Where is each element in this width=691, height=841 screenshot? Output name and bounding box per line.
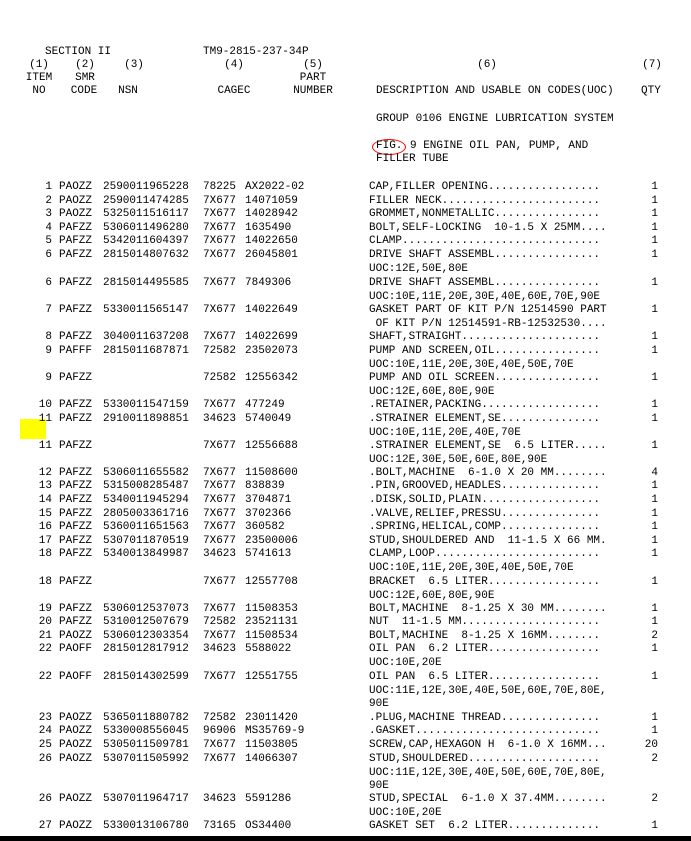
item-number: 19 <box>38 603 52 615</box>
nsn: 5315008285487 <box>103 480 189 492</box>
part-number: 12556342 <box>245 372 298 384</box>
smr-code: PAFZZ <box>59 399 93 411</box>
cagec: 72582 <box>203 372 237 384</box>
description-line: UOC:10E,11E,20E,40E,70E <box>369 426 521 439</box>
cagec: 34623 <box>203 548 237 560</box>
nsn: 5307011505992 <box>103 753 189 765</box>
smr-code: PAOZZ <box>59 725 93 737</box>
part-number: 7849306 <box>245 277 292 289</box>
nsn: 5330011547159 <box>103 399 189 411</box>
col-part-label-1: PART <box>299 72 327 84</box>
cagec: 7X677 <box>203 671 237 683</box>
quantity: 1 <box>651 304 658 316</box>
smr-code: PAFZZ <box>59 508 93 520</box>
part-number: 5741613 <box>245 548 292 560</box>
description-line: UOC:10E,11E,20E,30E,40E,60E,70E,90E <box>369 290 601 303</box>
quantity: 1 <box>651 331 658 343</box>
description-line: DRIVE SHAFT ASSEMBL................ <box>369 249 601 261</box>
nsn: 5342011604397 <box>103 235 189 247</box>
nsn: 5306011655582 <box>103 467 189 479</box>
quantity: 1 <box>651 277 658 289</box>
cagec: 7X677 <box>203 304 237 316</box>
item-number: 22 <box>38 671 52 683</box>
bottom-edge-bar <box>0 836 691 841</box>
cagec: 7X677 <box>203 630 237 642</box>
smr-code: PAOZZ <box>59 208 93 220</box>
description-line: .GASKET............................ <box>369 725 601 737</box>
part-number: 11508534 <box>245 630 298 642</box>
item-number: 26 <box>38 793 52 805</box>
nsn: 5306012303354 <box>103 630 189 642</box>
smr-code: PAOZZ <box>59 793 93 805</box>
quantity: 1 <box>651 480 658 492</box>
part-number: 23011420 <box>245 712 298 724</box>
item-number: 2 <box>45 195 52 207</box>
cagec: 7X677 <box>203 535 237 547</box>
item-number: 9 <box>45 345 52 357</box>
smr-code: PAFZZ <box>59 535 93 547</box>
nsn: 5360011651563 <box>103 521 189 533</box>
quantity: 4 <box>651 467 658 479</box>
smr-code: PAOZZ <box>59 181 93 193</box>
smr-code: PAOZZ <box>59 712 93 724</box>
item-number: 18 <box>38 576 52 588</box>
nsn: 5307011964717 <box>103 793 189 805</box>
description-line: CAP,FILLER OPENING................. <box>369 181 601 193</box>
quantity: 1 <box>651 548 658 560</box>
description-line: .SPRING,HELICAL,COMP............... <box>369 521 601 533</box>
item-number: 11 <box>38 440 52 452</box>
quantity: 1 <box>651 820 658 832</box>
item-number: 6 <box>45 277 52 289</box>
part-number: 5588022 <box>245 643 292 655</box>
cagec: 34623 <box>203 413 237 425</box>
part-number: OS34400 <box>245 820 292 832</box>
item-number: 7 <box>45 304 52 316</box>
part-number: AX2022-02 <box>245 181 305 193</box>
col-smr-label-1: SMR <box>75 72 95 84</box>
col-item-label-1: ITEM <box>25 72 53 84</box>
quantity: 1 <box>651 712 658 724</box>
cagec: 7X677 <box>203 508 237 520</box>
figure-title-line-1: 9 ENGINE OIL PAN, PUMP, AND <box>410 140 589 152</box>
nsn: 5365011880782 <box>103 712 189 724</box>
item-number: 8 <box>45 331 52 343</box>
smr-code: PAOZZ <box>59 739 93 751</box>
nsn: 5330013106780 <box>103 820 189 832</box>
part-number: 3704871 <box>245 494 292 506</box>
smr-code: PAFFF <box>59 345 93 357</box>
col-num-1: (1) <box>29 59 49 71</box>
description-line: 90E <box>369 698 389 710</box>
quantity: 1 <box>651 440 658 452</box>
part-number: 12557708 <box>245 576 298 588</box>
description-line: OF KIT P/N 12514591-RB-12532530.... <box>369 317 607 330</box>
item-number: 10 <box>38 399 52 411</box>
cagec: 7X677 <box>203 440 237 452</box>
smr-code: PAFZZ <box>59 521 93 533</box>
smr-code: PAOZZ <box>59 753 93 765</box>
description-line: 90E <box>369 780 389 792</box>
col-num-2: (2) <box>75 59 95 71</box>
smr-code: PAFZZ <box>59 222 93 234</box>
quantity: 1 <box>651 222 658 234</box>
item-number: 3 <box>45 208 52 220</box>
quantity: 1 <box>651 372 658 384</box>
description-line: UOC:10E,20E <box>369 656 442 669</box>
smr-code: PAFZZ <box>59 372 93 384</box>
cagec: 7X677 <box>203 277 237 289</box>
quantity: 1 <box>651 603 658 615</box>
smr-code: PAFZZ <box>59 467 93 479</box>
cagec: 7X677 <box>203 494 237 506</box>
quantity: 1 <box>651 235 658 247</box>
nsn: 5325011516117 <box>103 208 189 220</box>
quantity: 1 <box>651 643 658 655</box>
part-number: 11508353 <box>245 603 298 615</box>
nsn: 2815011687871 <box>103 345 189 357</box>
nsn: 2590011965228 <box>103 181 189 193</box>
smr-code: PAFZZ <box>59 413 93 425</box>
col-part-label-2: NUMBER <box>293 85 333 97</box>
smr-code: PAFZZ <box>59 494 93 506</box>
smr-code: PAOZZ <box>59 195 93 207</box>
nsn: 5310012507679 <box>103 616 189 628</box>
item-number: 20 <box>38 616 52 628</box>
nsn: 3040011637208 <box>103 331 189 343</box>
part-number: 12551755 <box>245 671 298 683</box>
description-line: UOC:10E,11E,20E,30E,40E,50E,70E <box>369 358 574 371</box>
figure-title-line-2: FILLER TUBE <box>376 153 449 165</box>
cagec: 96906 <box>203 725 237 737</box>
cagec: 72582 <box>203 712 237 724</box>
nsn: 5340011945294 <box>103 494 189 506</box>
item-number: 9 <box>45 372 52 384</box>
part-number: 14022649 <box>245 304 298 316</box>
nsn: 5340013849987 <box>103 548 189 560</box>
item-number: 13 <box>38 480 52 492</box>
description-line: UOC:11E,12E,30E,40E,50E,60E,70E,80E, <box>369 684 607 697</box>
description-line: STUD,SHOULDERED.................... <box>369 753 601 765</box>
quantity: 1 <box>651 399 658 411</box>
description-line: SCREW,CAP,HEXAGON H 6-1.0 X 16MM... <box>369 739 607 751</box>
description-line: BOLT,MACHINE 8-1.25 X 30 MM........ <box>369 603 607 615</box>
item-number: 21 <box>38 630 52 642</box>
description-line: .PIN,GROOVED,HEADLES............... <box>369 480 601 492</box>
part-number: 5740049 <box>245 413 292 425</box>
description-line: DRIVE SHAFT ASSEMBL................ <box>369 277 601 289</box>
col-qty-label: QTY <box>641 85 661 97</box>
part-number: 360582 <box>245 521 285 533</box>
cagec: 78225 <box>203 181 237 193</box>
cagec: 73165 <box>203 820 237 832</box>
part-number: 14028942 <box>245 208 298 220</box>
item-number: 1 <box>45 181 52 193</box>
group-title: GROUP 0106 ENGINE LUBRICATION SYSTEM <box>376 113 614 125</box>
part-number: 26045801 <box>245 249 298 261</box>
smr-code: PAFZZ <box>59 548 93 560</box>
cagec: 7X677 <box>203 603 237 615</box>
description-line: GASKET PART OF KIT P/N 12514590 PART <box>369 304 607 316</box>
description-line: GROMMET,NONMETALLIC................ <box>369 208 601 220</box>
item-number: 22 <box>38 643 52 655</box>
smr-code: PAOFF <box>59 671 93 683</box>
cagec: 34623 <box>203 643 237 655</box>
description-line: UOC:10E,11E,20E,30E,40E,50E,70E <box>369 561 574 574</box>
nsn: 2815014495585 <box>103 277 189 289</box>
description-line: .VALVE,RELIEF,PRESSU............... <box>369 508 601 520</box>
figure-label: FIG. <box>376 140 403 152</box>
description-line: OIL PAN 6.5 LITER................. <box>369 671 601 683</box>
part-number: 14066307 <box>245 753 298 765</box>
description-line: PUMP AND OIL SCREEN................ <box>369 372 601 384</box>
quantity: 1 <box>651 616 658 628</box>
description-line: SHAFT,STRAIGHT..................... <box>369 331 601 343</box>
nsn: 2815014302599 <box>103 671 189 683</box>
item-number: 6 <box>45 249 52 261</box>
description-line: OIL PAN 6.2 LITER................. <box>369 643 601 655</box>
description-line: STUD,SPECIAL 6-1.0 X 37.4MM........ <box>369 793 607 805</box>
item-number: 27 <box>38 820 52 832</box>
description-line: STUD,SHOULDERED AND 11-1.5 X 66 MM. <box>369 535 607 547</box>
quantity: 1 <box>651 181 658 193</box>
col-desc-label: DESCRIPTION AND USABLE ON CODES(UOC) <box>376 85 614 97</box>
description-line: .PLUG,MACHINE THREAD............... <box>369 712 601 724</box>
cagec: 7X677 <box>203 480 237 492</box>
item-number: 15 <box>38 508 52 520</box>
nsn: 5306012537073 <box>103 603 189 615</box>
quantity: 1 <box>651 725 658 737</box>
item-number: 11 <box>38 413 52 425</box>
nsn: 5306011496280 <box>103 222 189 234</box>
quantity: 1 <box>651 576 658 588</box>
smr-code: PAFZZ <box>59 440 93 452</box>
description-line: BOLT,MACHINE 8-1.25 X 16MM........ <box>369 630 601 642</box>
description-line: UOC:12E,50E,80E <box>369 262 469 275</box>
description-line: BRACKET 6.5 LITER................. <box>369 576 601 588</box>
part-number: 23502073 <box>245 345 298 357</box>
quantity: 1 <box>651 208 658 220</box>
item-number: 17 <box>38 535 52 547</box>
description-line: CLAMP,LOOP......................... <box>369 548 601 560</box>
item-number: 23 <box>38 712 52 724</box>
item-number: 14 <box>38 494 52 506</box>
quantity: 1 <box>651 413 658 425</box>
item-number: 18 <box>38 548 52 560</box>
item-number: 16 <box>38 521 52 533</box>
nsn: 5330011565147 <box>103 304 189 316</box>
description-line: UOC:12E,60E,80E,90E <box>369 589 495 602</box>
part-number: 5591286 <box>245 793 292 805</box>
smr-code: PAOFF <box>59 643 93 655</box>
quantity: 1 <box>651 508 658 520</box>
item-number: 26 <box>38 753 52 765</box>
description-line: UOC:12E,60E,80E,90E <box>369 385 495 398</box>
quantity: 2 <box>651 630 658 642</box>
description-line: .STRAINER ELEMENT,SE 6.5 LITER..... <box>369 440 607 452</box>
quantity: 1 <box>651 671 658 683</box>
part-number: 14022650 <box>245 235 298 247</box>
smr-code: PAFZZ <box>59 603 93 615</box>
col-smr-label-2: CODE <box>70 85 98 97</box>
col-cagec-label: CAGEC <box>217 85 251 97</box>
cagec: 34623 <box>203 793 237 805</box>
col-num-6: (6) <box>477 59 497 71</box>
cagec: 72582 <box>203 345 237 357</box>
section-title: SECTION II <box>45 46 112 58</box>
cagec: 7X677 <box>203 235 237 247</box>
part-number: 11508600 <box>245 467 298 479</box>
smr-code: PAFZZ <box>59 331 93 343</box>
description-line: CLAMP.............................. <box>369 235 601 247</box>
smr-code: PAFZZ <box>59 277 93 289</box>
cagec: 7X677 <box>203 222 237 234</box>
part-number: 3702366 <box>245 508 292 520</box>
col-num-3: (3) <box>124 59 144 71</box>
part-number: 477249 <box>245 399 285 411</box>
smr-code: PAFZZ <box>59 304 93 316</box>
cagec: 7X677 <box>203 195 237 207</box>
item-number: 24 <box>38 725 52 737</box>
description-line: UOC:10E,20E <box>369 806 442 819</box>
col-num-7: (7) <box>642 59 662 71</box>
quantity: 2 <box>651 753 658 765</box>
quantity: 1 <box>651 521 658 533</box>
nsn: 5330008556045 <box>103 725 189 737</box>
smr-code: PAOZZ <box>59 630 93 642</box>
description-line: NUT 11-1.5 MM..................... <box>369 616 601 628</box>
cagec: 7X677 <box>203 753 237 765</box>
item-number: 5 <box>45 235 52 247</box>
nsn: 2815014807632 <box>103 249 189 261</box>
col-item-label-2: NO <box>32 85 46 97</box>
part-number: 23521131 <box>245 616 298 628</box>
description-line: FILLER NECK........................ <box>369 195 601 207</box>
tm-number: TM9-2815-237-34P <box>203 46 309 58</box>
quantity: 2 <box>651 793 658 805</box>
item-number: 4 <box>45 222 52 234</box>
col-num-4: (4) <box>224 59 244 71</box>
col-num-5: (5) <box>303 59 323 71</box>
quantity: 20 <box>644 739 658 751</box>
smr-code: PAFZZ <box>59 616 93 628</box>
part-number: 23500006 <box>245 535 298 547</box>
part-number: MS35769-9 <box>245 725 305 737</box>
part-number: 11503805 <box>245 739 298 751</box>
col-nsn-label: NSN <box>118 85 138 97</box>
part-number: 1635490 <box>245 222 292 234</box>
nsn: 2910011898851 <box>103 413 189 425</box>
quantity: 1 <box>651 195 658 207</box>
smr-code: PAFZZ <box>59 235 93 247</box>
nsn: 2815012817912 <box>103 643 189 655</box>
cagec: 7X677 <box>203 249 237 261</box>
description-line: .BOLT,MACHINE 6-1.0 X 20 MM........ <box>369 467 607 479</box>
smr-code: PAFZZ <box>59 576 93 588</box>
cagec: 7X677 <box>203 331 237 343</box>
smr-code: PAOZZ <box>59 820 93 832</box>
cagec: 7X677 <box>203 399 237 411</box>
description-line: BOLT,SELF-LOCKING 10-1.5 X 25MM.... <box>369 222 607 234</box>
smr-code: PAFZZ <box>59 249 93 261</box>
cagec: 7X677 <box>203 521 237 533</box>
cagec: 7X677 <box>203 467 237 479</box>
quantity: 1 <box>651 345 658 357</box>
part-number: 838839 <box>245 480 285 492</box>
cagec: 7X677 <box>203 576 237 588</box>
description-line: UOC:12E,30E,50E,60E,80E,90E <box>369 453 548 466</box>
description-line: .RETAINER,PACKING.................. <box>369 399 601 411</box>
part-number: 14071059 <box>245 195 298 207</box>
description-line: UOC:11E,12E,30E,40E,50E,60E,70E,80E, <box>369 766 607 779</box>
cagec: 72582 <box>203 616 237 628</box>
part-number: 12556688 <box>245 440 298 452</box>
description-line: PUMP AND SCREEN,OIL................ <box>369 345 601 357</box>
nsn: 5307011870519 <box>103 535 189 547</box>
item-number: 12 <box>38 467 52 479</box>
smr-code: PAFZZ <box>59 480 93 492</box>
item-number: 25 <box>38 739 52 751</box>
nsn: 2590011474285 <box>103 195 189 207</box>
nsn: 2805003361716 <box>103 508 189 520</box>
description-line: GASKET SET 6.2 LITER.............. <box>369 820 601 832</box>
cagec: 7X677 <box>203 739 237 751</box>
cagec: 7X677 <box>203 208 237 220</box>
quantity: 1 <box>651 249 658 261</box>
nsn: 5305011509781 <box>103 739 189 751</box>
description-line: .STRAINER ELEMENT,SE............... <box>369 413 601 425</box>
part-number: 14022699 <box>245 331 298 343</box>
quantity: 1 <box>651 494 658 506</box>
quantity: 1 <box>651 535 658 547</box>
description-line: .DISK,SOLID,PLAIN.................. <box>369 494 601 506</box>
